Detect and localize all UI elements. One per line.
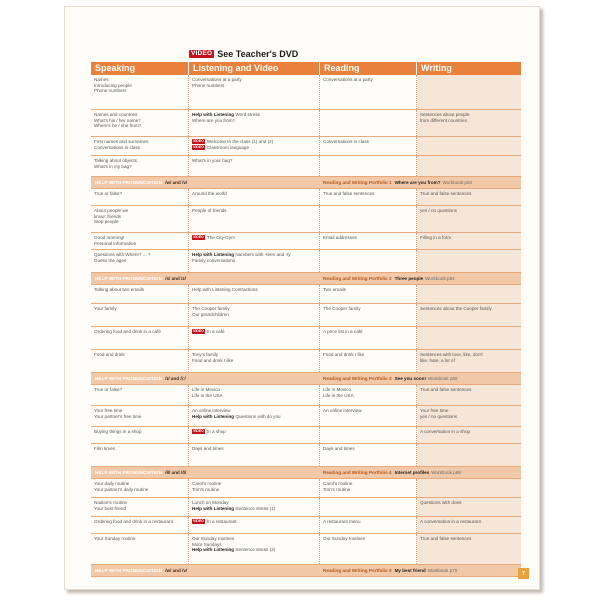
cell-line: yes / no questions [420, 208, 458, 213]
speaking-cell [91, 385, 189, 405]
speaking-cell [91, 517, 189, 533]
cell-text: Welcome to the class (1) and (2) [206, 139, 274, 144]
pronunciation-portfolio-band [91, 177, 521, 189]
video-badge: VIDEO [193, 519, 204, 524]
cell-line [192, 446, 316, 452]
cell-text: Conversations at a party [192, 77, 242, 82]
listening-cell [189, 189, 320, 205]
workbook-page-ref: Workbook p62 [442, 180, 473, 185]
cell-text: Our grandchildren [192, 311, 229, 317]
reading-cell [320, 304, 417, 326]
cell-line: Questions with Where? ... ? [94, 252, 151, 257]
workbook-page-ref: Workbook p66 [427, 376, 458, 381]
workbook-page-ref: Workbook p70 [427, 568, 458, 573]
cell-line: Food and drink I like [323, 352, 365, 357]
cell-line: Sentences about people [420, 112, 470, 117]
workbook-page-ref: Workbook p68 [431, 470, 461, 475]
cell-text: Carol's routine [192, 481, 222, 486]
writing-cell [417, 534, 521, 564]
writing-cell [417, 427, 521, 443]
cell-line [192, 429, 316, 435]
speaking-cell [91, 233, 189, 249]
table-header [91, 62, 521, 75]
cell-text: An online interview [192, 408, 231, 413]
reading-cell [320, 498, 417, 516]
cell-line: Talking about objects [94, 158, 137, 163]
cell-line: Email addresses [323, 235, 357, 240]
table-row [91, 189, 521, 206]
cell-line: Your daily routine [94, 481, 130, 486]
cell-line: Guess the ages [94, 257, 127, 263]
pronunciation-heading: HELP WITH PRONUNCIATION [95, 276, 163, 281]
pronunciation-sounds: /w/ and /v/ [165, 568, 188, 573]
cell-line: Conversations in class [94, 144, 140, 150]
writing-cell [417, 304, 521, 326]
cell-line [192, 519, 316, 525]
table-row [91, 110, 521, 137]
cell-text: What's in your bag? [192, 158, 233, 163]
cell-line [192, 83, 316, 89]
cell-line: Good morning! [94, 235, 125, 240]
cell-line [192, 235, 316, 241]
workbook-page-ref: Workbook p64 [425, 276, 455, 281]
cell-line: True or false? [94, 387, 123, 392]
cell-line: Food and drink [94, 352, 125, 357]
cell-text: Days and times [192, 446, 224, 451]
writing-cell [417, 206, 521, 232]
cell-line: A price list in a café [323, 329, 363, 334]
speaking-cell [91, 444, 189, 466]
cell-line: Your best friend [94, 505, 127, 511]
cell-text: Tom's routine [192, 486, 220, 492]
cell-line: The Cooper family [323, 306, 361, 311]
cell-line: Life in the USA [323, 392, 354, 398]
speaking-cell [91, 350, 189, 372]
table-row [91, 156, 521, 177]
pronunciation-label [91, 180, 320, 185]
cell-line [192, 258, 316, 264]
speaking-cell [91, 479, 189, 497]
listening-cell [189, 206, 320, 232]
cell-line: Your free time [94, 408, 123, 413]
cell-text: In a restaurant [206, 519, 237, 524]
video-badge: VIDEO [193, 139, 204, 144]
listening-cell [189, 327, 320, 349]
cell-line: Nadine's routine [94, 500, 128, 505]
speaking-cell [91, 427, 189, 443]
cell-text: Questions with do you [234, 413, 281, 419]
listening-cell [189, 304, 320, 326]
writing-cell [417, 285, 521, 303]
writing-cell [417, 110, 521, 136]
speaking-cell [91, 75, 189, 109]
portfolio-title: Reading and Writing Portfolio 5 [323, 568, 392, 573]
listening-cell [189, 444, 320, 466]
speaking-cell [91, 156, 189, 176]
pronunciation-label [91, 470, 320, 475]
listening-cell [189, 406, 320, 426]
speaking-cell [91, 304, 189, 326]
pronunciation-heading: HELP WITH PRONUNCIATION [95, 470, 163, 475]
reading-cell [320, 233, 417, 249]
table-row [91, 498, 521, 517]
video-badge: VIDEO [193, 429, 204, 434]
help-with-listening-label: Help with Listening [192, 547, 235, 553]
listening-cell [189, 427, 320, 443]
reading-cell [320, 479, 417, 497]
table-row [91, 385, 521, 406]
cell-line: Talking about two emails [94, 287, 145, 292]
pronunciation-sounds: /θ/ and /ð/ [165, 470, 187, 475]
reading-cell [320, 206, 417, 232]
cell-line: Questions with does [420, 500, 462, 505]
cell-line [192, 158, 316, 164]
teachers-dvd-note [91, 47, 521, 60]
cell-text: Word stress [234, 112, 260, 117]
table-row [91, 233, 521, 250]
listening-cell [189, 385, 320, 405]
cell-line: Names and countries [94, 112, 138, 117]
cell-line [192, 191, 316, 197]
cell-line [192, 329, 316, 335]
cell-line: A restaurant menu [323, 519, 361, 524]
cell-text: In a shop [206, 429, 226, 434]
cell-line: Carol's routine [323, 481, 353, 486]
cell-text: Phone numbers [192, 82, 225, 88]
cell-text: Classroom language [206, 144, 250, 150]
cell-line: Life in Mexico [323, 387, 352, 392]
header-listening-video: Listening and Video [189, 62, 320, 75]
cell-text: Where are you from? [192, 117, 236, 123]
speaking-cell [91, 250, 189, 272]
cell-line: Two emails [323, 287, 346, 292]
table-row [91, 250, 521, 273]
table-row [91, 285, 521, 304]
speaking-cell [91, 137, 189, 155]
table-row [91, 137, 521, 156]
cell-line [192, 506, 316, 512]
cell-line: Sentences with love, like, don't [420, 352, 483, 357]
cell-line: Introducing people [94, 82, 132, 88]
table-row [91, 327, 521, 350]
cell-line [192, 145, 316, 151]
table-row [91, 304, 521, 327]
cell-line: What's in my bag? [94, 163, 132, 169]
table-row [91, 517, 521, 534]
writing-cell [417, 137, 521, 155]
speaking-cell [91, 406, 189, 426]
cell-line [192, 487, 316, 493]
pronunciation-label [91, 376, 320, 381]
pronunciation-portfolio-band [91, 467, 521, 479]
cell-line: Tom's routine [323, 486, 351, 492]
listening-cell [189, 285, 320, 303]
reading-cell [320, 156, 417, 176]
cell-line: Days and times [323, 446, 355, 451]
speaking-cell [91, 498, 189, 516]
cell-text: The Cooper family [192, 306, 230, 311]
reading-cell [320, 427, 417, 443]
cell-line: Our Sunday routines [323, 536, 366, 541]
portfolio-title: Reading and Writing Portfolio 3 [323, 376, 392, 381]
video-badge: VIDEO [193, 145, 204, 150]
portfolio-label [320, 276, 521, 281]
listening-cell [189, 534, 320, 564]
reading-cell [320, 327, 417, 349]
pronunciation-portfolio-band [91, 565, 521, 577]
listening-cell [189, 110, 320, 136]
video-badge: VIDEO [193, 235, 204, 240]
writing-cell [417, 233, 521, 249]
table-row [91, 350, 521, 373]
table-body [91, 75, 521, 577]
cell-line: Phone numbers [94, 88, 127, 94]
writing-cell [417, 517, 521, 533]
cell-line: Your Sunday routine [94, 536, 136, 541]
speaking-cell [91, 206, 189, 232]
table-row [91, 444, 521, 467]
reading-cell [320, 406, 417, 426]
portfolio-title: Reading and Writing Portfolio 2 [323, 276, 392, 281]
cell-text: Life in the USA [192, 392, 223, 398]
writing-cell [417, 444, 521, 466]
cell-line: from different countries [420, 117, 467, 123]
table-row [91, 479, 521, 498]
header-reading: Reading [320, 62, 417, 75]
table-row [91, 75, 521, 110]
pronunciation-heading: HELP WITH PRONUNCIATION [95, 180, 163, 185]
help-with-listening-label: Help with Listening [192, 505, 235, 511]
writing-cell [417, 250, 521, 272]
portfolio-description: Where are you from? [394, 180, 441, 185]
help-with-listening-label: Help with Listening [192, 413, 235, 419]
portfolio-label [320, 376, 521, 381]
writing-cell [417, 498, 521, 516]
cell-text: In a café [206, 329, 225, 334]
reading-cell [320, 350, 417, 372]
cell-line: yes / no questions [420, 413, 458, 419]
cell-line: Ordering food and drink in a restaurant [94, 519, 173, 524]
help-with-listening-label: Help with Listening [192, 112, 235, 117]
portfolio-description: See you soon! [394, 376, 426, 381]
cell-line: Your partner's free time [94, 413, 142, 419]
writing-cell [417, 156, 521, 176]
pronunciation-portfolio-band [91, 373, 521, 385]
cell-line: True and false sentences [420, 387, 472, 392]
listening-cell [189, 75, 320, 109]
cell-line [192, 312, 316, 318]
cell-line: Buying things in a shop [94, 429, 142, 434]
listening-cell [189, 233, 320, 249]
cell-text: Food and drink I like [192, 357, 234, 363]
cell-line: What's his / her name? [94, 117, 141, 123]
pronunciation-sounds: /ɪ/ and /iː/ [165, 376, 186, 381]
cell-line: Conversations in class [323, 139, 369, 144]
reading-cell [320, 75, 417, 109]
writing-cell [417, 75, 521, 109]
cell-line: Filling in a form [420, 235, 452, 240]
cell-line [192, 287, 316, 293]
cell-line: Personal information [94, 240, 137, 246]
table-row [91, 406, 521, 427]
pronunciation-sounds: /s/ and /z/ [165, 276, 186, 281]
cell-line: Names [94, 77, 109, 82]
cell-line [192, 393, 316, 399]
table-row [91, 206, 521, 233]
reading-cell [320, 250, 417, 272]
cell-line: True and false sentences [420, 536, 472, 541]
writing-cell [417, 189, 521, 205]
listening-cell [189, 156, 320, 176]
cell-line: Conversations at a party [323, 77, 373, 82]
speaking-cell [91, 534, 189, 564]
cell-line [192, 358, 316, 364]
dvd-note-text: See Teacher's DVD [217, 48, 299, 59]
reading-cell [320, 534, 417, 564]
speaking-cell [91, 189, 189, 205]
pronunciation-label [91, 568, 320, 573]
reading-cell [320, 285, 417, 303]
table-row [91, 534, 521, 565]
reading-cell [320, 444, 417, 466]
portfolio-label [320, 180, 521, 185]
writing-cell [417, 479, 521, 497]
cell-line: Sentences about the Cooper family [420, 306, 492, 311]
writing-cell [417, 327, 521, 349]
speaking-cell [91, 327, 189, 349]
cell-line: True and false sentences [420, 191, 472, 196]
listening-cell [189, 517, 320, 533]
cell-text: Sentence stress (1) [234, 505, 276, 511]
cell-line [192, 547, 316, 553]
header-writing: Writing [421, 63, 452, 73]
pronunciation-heading: HELP WITH PRONUNCIATION [95, 376, 163, 381]
cell-line: know: friends [94, 213, 122, 219]
portfolio-label [320, 470, 521, 475]
reading-cell [320, 137, 417, 155]
portfolio-description: Internet profiles [394, 470, 430, 475]
syllabus-table [91, 47, 521, 577]
portfolio-title: Reading and Writing Portfolio 1 [323, 180, 392, 185]
pronunciation-sounds: /w/ and /v/ [165, 180, 188, 185]
cell-line: True or false? [94, 191, 123, 196]
portfolio-description: My best friend [394, 568, 426, 573]
cell-line: Where's he / she from? [94, 123, 142, 129]
cell-line: A conversation in a restaurant [420, 519, 481, 524]
pronunciation-label [91, 276, 320, 281]
cell-text: Numbers with -teen and -ty [234, 252, 291, 257]
cell-line: Your family [94, 306, 117, 311]
portfolio-description: Three people [394, 276, 424, 281]
cell-line: Ordering food and drink in a café [94, 329, 161, 334]
cell-text: Around the world [192, 191, 227, 196]
pronunciation-heading: HELP WITH PRONUNCIATION [95, 568, 163, 573]
cell-line: like, hate, a lot of [420, 357, 455, 363]
book-page [64, 6, 540, 590]
cell-line: First names and surnames [94, 139, 149, 144]
cell-text: Tony's family [192, 352, 219, 357]
cell-text: Lunch on Monday [192, 500, 229, 505]
cell-text: Our Sunday routines [192, 536, 235, 541]
cell-text: Family conversations [192, 257, 236, 263]
cell-text: People of friends [192, 208, 227, 213]
reading-cell [320, 189, 417, 205]
speaking-cell [91, 110, 189, 136]
writing-cell [417, 350, 521, 372]
cell-line: An online interview [323, 408, 362, 413]
cell-line: About people we [94, 208, 129, 213]
listening-cell [189, 350, 320, 372]
listening-cell [189, 250, 320, 272]
cell-text: Help with Listening Contractions [192, 287, 258, 292]
pronunciation-portfolio-band [91, 273, 521, 285]
table-row [91, 427, 521, 444]
listening-cell [189, 498, 320, 516]
portfolio-title: Reading and Writing Portfolio 4 [323, 470, 392, 475]
reading-cell [320, 110, 417, 136]
header-speaking: Speaking [91, 62, 189, 75]
page-number: 7 [518, 568, 529, 579]
portfolio-label [320, 568, 521, 573]
cell-line: True and false sentences [323, 191, 375, 196]
cell-line: Your partner's daily routine [94, 486, 149, 492]
listening-cell [189, 479, 320, 497]
cell-text: Life in Mexico [192, 387, 221, 392]
listening-cell [189, 137, 320, 155]
cell-line: A conversation in a shop [420, 429, 471, 434]
cell-text: Moor Sundays [192, 541, 222, 547]
reading-cell [320, 385, 417, 405]
cell-line: Your free time [420, 408, 449, 413]
video-badge: VIDEO [193, 329, 204, 334]
help-with-listening-label: Help with Listening [192, 252, 235, 257]
cell-line: Film times [94, 446, 115, 451]
cell-text: Sentence stress (2) [234, 547, 276, 553]
writing-cell [417, 385, 521, 405]
cell-line: Step people [94, 219, 119, 225]
video-badge: VIDEO [191, 49, 213, 57]
cell-text: The City Gym [206, 235, 235, 240]
reading-cell [320, 517, 417, 533]
cell-line [192, 208, 316, 214]
cell-line [192, 118, 316, 124]
cell-line [192, 414, 316, 420]
speaking-cell [91, 285, 189, 303]
writing-cell [417, 406, 521, 426]
